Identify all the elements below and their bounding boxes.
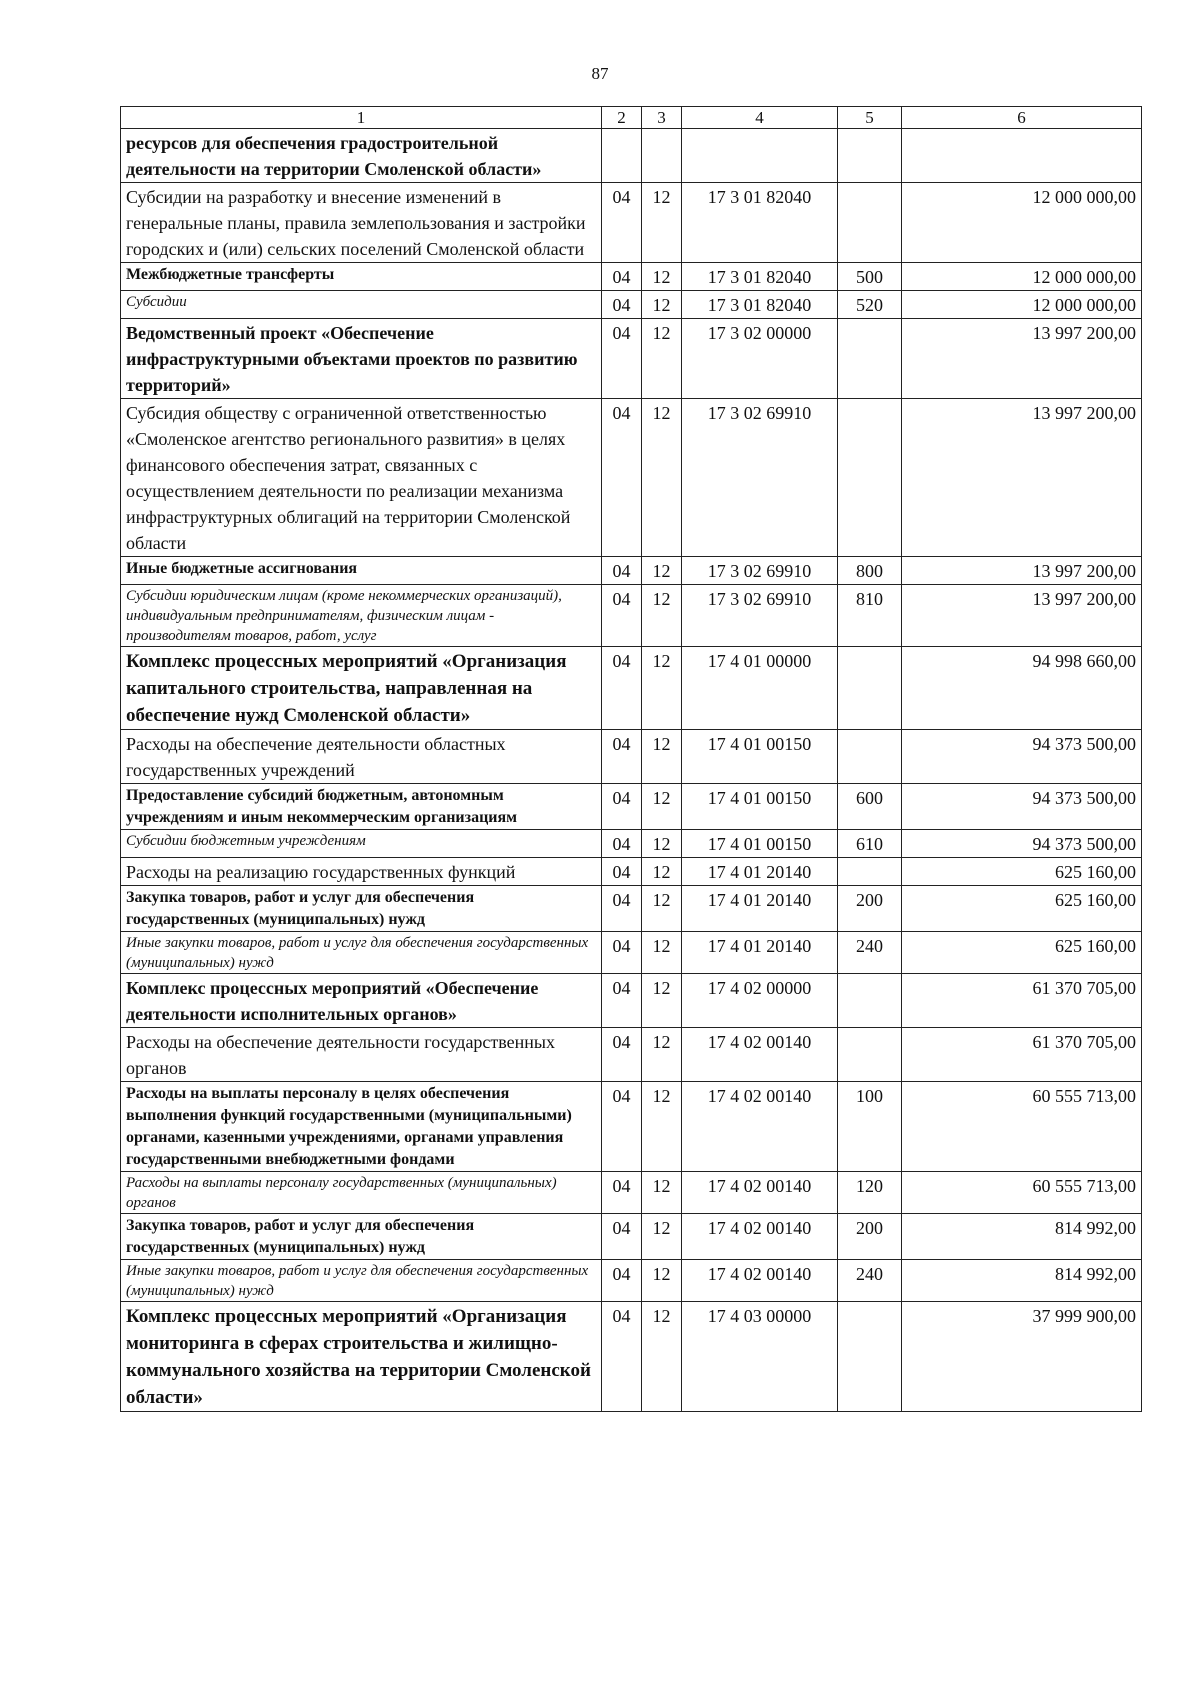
- subsection-code-cell: 12: [642, 932, 682, 974]
- amount-cell: [902, 129, 1142, 183]
- table-row: [121, 129, 1142, 183]
- amount-cell: 61 370 705,00: [902, 974, 1142, 1028]
- table-row: [121, 557, 1142, 585]
- target-article-cell: 17 4 01 00150: [682, 784, 838, 830]
- subsection-code-cell: 12: [642, 830, 682, 858]
- amount-cell: 13 997 200,00: [902, 399, 1142, 557]
- amount-cell: 94 373 500,00: [902, 784, 1142, 830]
- target-article-cell: [682, 129, 838, 183]
- subsection-code-cell: 12: [642, 730, 682, 784]
- row-name-cell: Иные бюджетные ассигнования: [121, 557, 602, 585]
- amount-cell: 625 160,00: [902, 886, 1142, 932]
- table-row: [121, 1260, 1142, 1302]
- row-name-cell: Ведомственный проект «Обеспечение инфраструктурными объектами проектов по развитию территорий»: [121, 319, 602, 399]
- budget-table: [120, 106, 1142, 1412]
- row-name-cell: Закупка товаров, работ и услуг для обеспечения государственных (муниципальных) нужд: [121, 886, 602, 932]
- table-row: [121, 291, 1142, 319]
- table-row: [121, 399, 1142, 557]
- subsection-code-cell: 12: [642, 886, 682, 932]
- section-code-cell: 04: [602, 183, 642, 263]
- expense-type-cell: 100: [838, 1082, 902, 1172]
- table-row: [121, 585, 1142, 647]
- expense-type-cell: [838, 647, 902, 730]
- subsection-code-cell: 12: [642, 1260, 682, 1302]
- subsection-code-cell: 12: [642, 1028, 682, 1082]
- column-header: 1: [121, 107, 602, 129]
- row-name-cell: Расходы на выплаты персоналу государственных (муниципальных) органов: [121, 1172, 602, 1214]
- target-article-cell: 17 3 02 00000: [682, 319, 838, 399]
- table-row: [121, 830, 1142, 858]
- section-code-cell: 04: [602, 730, 642, 784]
- column-header: 2: [602, 107, 642, 129]
- header-row: [121, 107, 1142, 129]
- table-row: [121, 647, 1142, 730]
- target-article-cell: 17 3 01 82040: [682, 291, 838, 319]
- target-article-cell: 17 4 02 00140: [682, 1172, 838, 1214]
- subsection-code-cell: 12: [642, 1214, 682, 1260]
- target-article-cell: 17 4 01 20140: [682, 858, 838, 886]
- target-article-cell: 17 4 03 00000: [682, 1302, 838, 1412]
- expense-type-cell: 200: [838, 1214, 902, 1260]
- target-article-cell: 17 4 01 00150: [682, 730, 838, 784]
- row-name-cell: Межбюджетные трансферты: [121, 263, 602, 291]
- amount-cell: 625 160,00: [902, 932, 1142, 974]
- subsection-code-cell: 12: [642, 974, 682, 1028]
- row-name-cell: Комплекс процессных мероприятий «Организация мониторинга в сферах строительства и жилищно-коммунального хозяйства на территории Смоленской области»: [121, 1302, 602, 1412]
- section-code-cell: 04: [602, 263, 642, 291]
- row-name-cell: Закупка товаров, работ и услуг для обеспечения государственных (муниципальных) нужд: [121, 1214, 602, 1260]
- expense-type-cell: [838, 1028, 902, 1082]
- table-row: [121, 1082, 1142, 1172]
- expense-type-cell: 240: [838, 932, 902, 974]
- subsection-code-cell: 12: [642, 585, 682, 647]
- section-code-cell: 04: [602, 319, 642, 399]
- section-code-cell: 04: [602, 858, 642, 886]
- amount-cell: 814 992,00: [902, 1260, 1142, 1302]
- subsection-code-cell: 12: [642, 858, 682, 886]
- expense-type-cell: [838, 129, 902, 183]
- amount-cell: 12 000 000,00: [902, 263, 1142, 291]
- table-row: [121, 932, 1142, 974]
- amount-cell: 13 997 200,00: [902, 557, 1142, 585]
- expense-type-cell: 800: [838, 557, 902, 585]
- subsection-code-cell: 12: [642, 784, 682, 830]
- page-number: 87: [591, 64, 609, 83]
- row-name-cell: Предоставление субсидий бюджетным, автономным учреждениям и иным некоммерческим организациям: [121, 784, 602, 830]
- row-name-cell: Расходы на обеспечение деятельности государственных органов: [121, 1028, 602, 1082]
- column-header: 3: [642, 107, 682, 129]
- expense-type-cell: 240: [838, 1260, 902, 1302]
- subsection-code-cell: 12: [642, 399, 682, 557]
- amount-cell: 60 555 713,00: [902, 1172, 1142, 1214]
- amount-cell: 814 992,00: [902, 1214, 1142, 1260]
- section-code-cell: 04: [602, 1028, 642, 1082]
- expense-type-cell: 500: [838, 263, 902, 291]
- table-row: [121, 183, 1142, 263]
- column-header: 5: [838, 107, 902, 129]
- target-article-cell: 17 3 02 69910: [682, 585, 838, 647]
- target-article-cell: 17 4 02 00000: [682, 974, 838, 1028]
- table-row: [121, 784, 1142, 830]
- expense-type-cell: 600: [838, 784, 902, 830]
- row-name-cell: Субсидии на разработку и внесение изменений в генеральные планы, правила землепользования и застройки городских и (или) сельских поселений Смоленской области: [121, 183, 602, 263]
- section-code-cell: 04: [602, 1214, 642, 1260]
- target-article-cell: 17 4 01 00000: [682, 647, 838, 730]
- expense-type-cell: 520: [838, 291, 902, 319]
- row-name-cell: Иные закупки товаров, работ и услуг для обеспечения государственных (муниципальных) нужд: [121, 932, 602, 974]
- subsection-code-cell: 12: [642, 1302, 682, 1412]
- table-row: [121, 263, 1142, 291]
- subsection-code-cell: 12: [642, 319, 682, 399]
- amount-cell: 12 000 000,00: [902, 183, 1142, 263]
- section-code-cell: 04: [602, 585, 642, 647]
- amount-cell: 60 555 713,00: [902, 1082, 1142, 1172]
- section-code-cell: 04: [602, 932, 642, 974]
- expense-type-cell: [838, 974, 902, 1028]
- section-code-cell: 04: [602, 784, 642, 830]
- amount-cell: 94 373 500,00: [902, 730, 1142, 784]
- target-article-cell: 17 4 01 00150: [682, 830, 838, 858]
- row-name-cell: Субсидия обществу с ограниченной ответственностью «Смоленское агентство регионального развития» в целях финансового обеспечения затрат, связанных с осуществлением деятельности по реализации механизма инфраструктурных облигаций на территории Смоленской области: [121, 399, 602, 557]
- subsection-code-cell: 12: [642, 647, 682, 730]
- target-article-cell: 17 4 02 00140: [682, 1028, 838, 1082]
- section-code-cell: [602, 129, 642, 183]
- row-name-cell: Субсидии: [121, 291, 602, 319]
- section-code-cell: 04: [602, 647, 642, 730]
- target-article-cell: 17 3 02 69910: [682, 557, 838, 585]
- section-code-cell: 04: [602, 291, 642, 319]
- subsection-code-cell: 12: [642, 263, 682, 291]
- section-code-cell: 04: [602, 1082, 642, 1172]
- row-name-cell: Комплекс процессных мероприятий «Обеспечение деятельности исполнительных органов»: [121, 974, 602, 1028]
- amount-cell: 94 998 660,00: [902, 647, 1142, 730]
- target-article-cell: 17 3 01 82040: [682, 263, 838, 291]
- column-header: 6: [902, 107, 1142, 129]
- target-article-cell: 17 4 01 20140: [682, 932, 838, 974]
- section-code-cell: 04: [602, 886, 642, 932]
- expense-type-cell: [838, 1302, 902, 1412]
- expense-type-cell: [838, 183, 902, 263]
- subsection-code-cell: [642, 129, 682, 183]
- expense-type-cell: [838, 858, 902, 886]
- row-name-cell: Комплекс процессных мероприятий «Организация капитального строительства, направленная на обеспечение нужд Смоленской области»: [121, 647, 602, 730]
- amount-cell: 13 997 200,00: [902, 585, 1142, 647]
- amount-cell: 12 000 000,00: [902, 291, 1142, 319]
- expense-type-cell: 610: [838, 830, 902, 858]
- target-article-cell: 17 4 01 20140: [682, 886, 838, 932]
- subsection-code-cell: 12: [642, 1082, 682, 1172]
- amount-cell: 61 370 705,00: [902, 1028, 1142, 1082]
- amount-cell: 625 160,00: [902, 858, 1142, 886]
- section-code-cell: 04: [602, 1172, 642, 1214]
- section-code-cell: 04: [602, 1260, 642, 1302]
- table-row: [121, 1214, 1142, 1260]
- target-article-cell: 17 3 02 69910: [682, 399, 838, 557]
- expense-type-cell: [838, 399, 902, 557]
- subsection-code-cell: 12: [642, 183, 682, 263]
- subsection-code-cell: 12: [642, 291, 682, 319]
- subsection-code-cell: 12: [642, 1172, 682, 1214]
- amount-cell: 13 997 200,00: [902, 319, 1142, 399]
- section-code-cell: 04: [602, 557, 642, 585]
- row-name-cell: Субсидии бюджетным учреждениям: [121, 830, 602, 858]
- row-name-cell: Иные закупки товаров, работ и услуг для обеспечения государственных (муниципальных) нужд: [121, 1260, 602, 1302]
- table-row: [121, 730, 1142, 784]
- target-article-cell: 17 4 02 00140: [682, 1260, 838, 1302]
- target-article-cell: 17 4 02 00140: [682, 1214, 838, 1260]
- row-name-cell: Субсидии юридическим лицам (кроме некоммерческих организаций), индивидуальным предпринимателям, физическим лицам - производителям товаров, работ, услуг: [121, 585, 602, 647]
- section-code-cell: 04: [602, 830, 642, 858]
- target-article-cell: 17 4 02 00140: [682, 1082, 838, 1172]
- subsection-code-cell: 12: [642, 557, 682, 585]
- amount-cell: 94 373 500,00: [902, 830, 1142, 858]
- table-row: [121, 974, 1142, 1028]
- expense-type-cell: 120: [838, 1172, 902, 1214]
- row-name-cell: Расходы на обеспечение деятельности областных государственных учреждений: [121, 730, 602, 784]
- table-row: [121, 1302, 1142, 1412]
- column-header: 4: [682, 107, 838, 129]
- table-row: [121, 1028, 1142, 1082]
- table-row: [121, 1172, 1142, 1214]
- section-code-cell: 04: [602, 399, 642, 557]
- table-row: [121, 886, 1142, 932]
- section-code-cell: 04: [602, 1302, 642, 1412]
- expense-type-cell: [838, 730, 902, 784]
- row-name-cell: Расходы на реализацию государственных функций: [121, 858, 602, 886]
- expense-type-cell: 200: [838, 886, 902, 932]
- row-name-cell: ресурсов для обеспечения градостроительной деятельности на территории Смоленской области»: [121, 129, 602, 183]
- expense-type-cell: 810: [838, 585, 902, 647]
- budget-table-body: [121, 107, 1142, 1412]
- row-name-cell: Расходы на выплаты персоналу в целях обеспечения выполнения функций государственными (муниципальными) органами, казенными учреждениями, органами управления государственными внебюджетными фондами: [121, 1082, 602, 1172]
- section-code-cell: 04: [602, 974, 642, 1028]
- expense-type-cell: [838, 319, 902, 399]
- table-row: [121, 858, 1142, 886]
- table-row: [121, 319, 1142, 399]
- target-article-cell: 17 3 01 82040: [682, 183, 838, 263]
- amount-cell: 37 999 900,00: [902, 1302, 1142, 1412]
